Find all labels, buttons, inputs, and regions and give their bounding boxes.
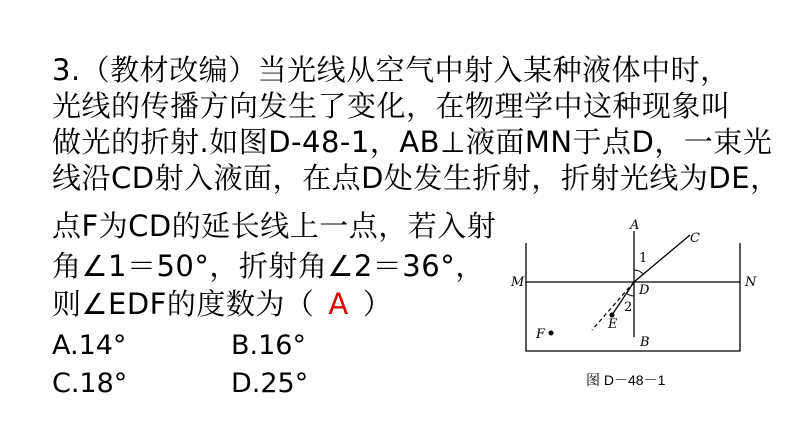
label-e: E	[608, 317, 618, 332]
angle-2-arc	[626, 293, 634, 296]
answer-text: A	[328, 287, 349, 321]
question-line-3: 做光的折射.如图D-48-1，AB⊥液面MN于点D，一束光	[52, 125, 773, 159]
label-n: N	[745, 275, 757, 290]
label-c: C	[690, 231, 700, 246]
question-line-5: 点F为CD的延长线上一点，若入射	[52, 209, 497, 243]
question-line-7	[52, 286, 392, 322]
option-b: B.16°	[231, 330, 306, 361]
question-line-4: 线沿CD射入液面，在点D处发生折射，折射光线为DE，	[52, 161, 780, 195]
label-b: B	[640, 335, 650, 350]
label-angle-1: 1	[639, 251, 648, 266]
question-line-1: 3.（教材改编）当光线从空气中射入某种液体中时，	[52, 53, 730, 87]
label-d: D	[639, 283, 650, 298]
angle-1-arc	[634, 270, 643, 274]
figure-caption: 图 D－48－1	[586, 372, 666, 388]
label-m: M	[511, 275, 525, 290]
option-c: C.18°	[52, 368, 128, 399]
question-line-2: 光线的传播方向发生了变化，在物理学中这种现象叫	[52, 89, 731, 123]
question-line-6: 角∠1＝50°，折射角∠2＝36°，	[52, 249, 485, 283]
label-f: F	[536, 327, 546, 342]
question-suffix: ）	[362, 287, 393, 321]
option-d: D.25°	[231, 368, 309, 399]
option-a: A.14°	[52, 330, 127, 361]
container-outline	[526, 243, 740, 351]
point-f	[549, 331, 554, 336]
label-a: A	[630, 218, 640, 233]
question-prefix: 则∠EDF的度数为（	[52, 287, 315, 321]
label-angle-2: 2	[624, 300, 633, 315]
